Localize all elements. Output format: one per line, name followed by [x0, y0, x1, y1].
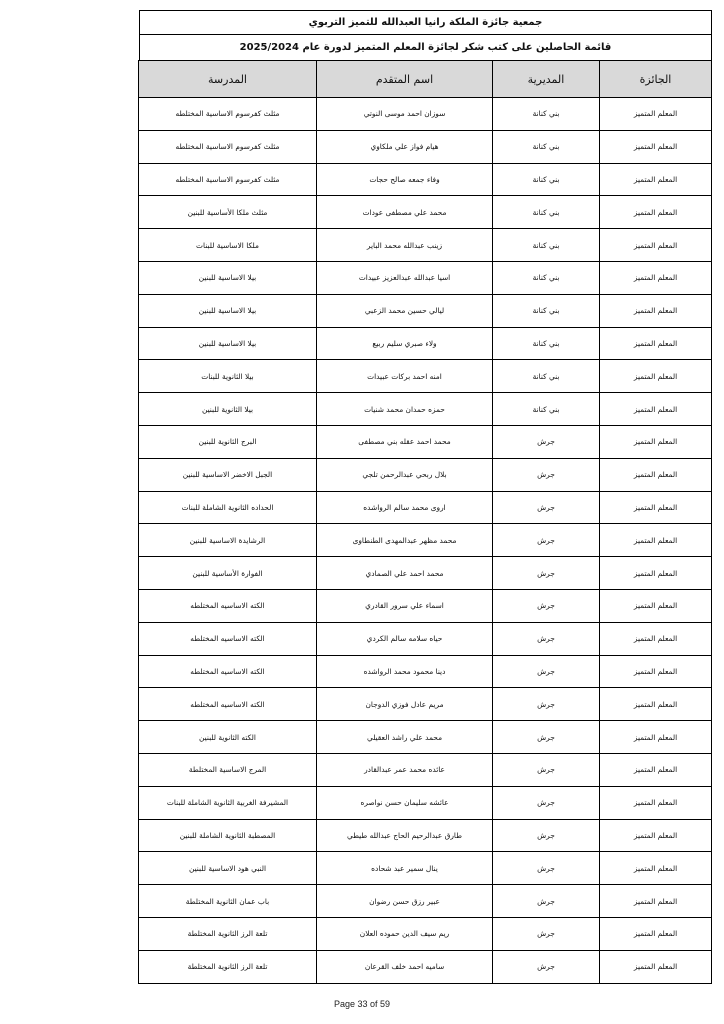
cell-award: المعلم المتميز [600, 655, 712, 688]
cell-applicant: عائده محمد عمر عبدالقادر [317, 753, 493, 786]
table-row [139, 688, 712, 721]
cell-school: الكته الاساسيه المختلطه [139, 622, 317, 655]
cell-school: الكته الثانوية للبنين [139, 721, 317, 754]
table-row [139, 393, 712, 426]
cell-school: مثلث كفرسوم الاساسية المختلطه [139, 98, 317, 131]
cell-applicant: حياه سلامه سالم الكردي [317, 622, 493, 655]
cell-applicant: طارق عبدالرحيم الحاج عبدالله طيطي [317, 819, 493, 852]
document-sheet [139, 10, 712, 984]
cell-school: بيلا الاساسية للبنين [139, 327, 317, 360]
table-body [139, 98, 712, 984]
cell-school: المصطبة الثانوية الشاملة للبنين [139, 819, 317, 852]
cell-school: تلعة الرز الثانوية المختلطة [139, 917, 317, 950]
cell-award: المعلم المتميز [600, 98, 712, 131]
cell-award: المعلم المتميز [600, 294, 712, 327]
cell-award: المعلم المتميز [600, 819, 712, 852]
cell-directorate: جرش [493, 950, 600, 983]
cell-school: الكته الاساسيه المختلطه [139, 655, 317, 688]
cell-directorate: بني كنانة [493, 229, 600, 262]
table-row [139, 229, 712, 262]
table-row [139, 98, 712, 131]
table-row [139, 294, 712, 327]
table-row [139, 753, 712, 786]
cell-school: مثلث كفرسوم الاساسية المختلطه [139, 163, 317, 196]
organization-title: جمعية جائزة الملكة رانيا العبدالله للتميز التربوي [139, 10, 712, 34]
cell-directorate: بني كنانة [493, 261, 600, 294]
cell-applicant: محمد احمد علي الصمادي [317, 557, 493, 590]
table-row [139, 360, 712, 393]
cell-applicant: اسيا عبدالله عبدالعزيز عبيدات [317, 261, 493, 294]
table-row [139, 491, 712, 524]
cell-directorate: جرش [493, 688, 600, 721]
table-row [139, 819, 712, 852]
cell-applicant: عائشه سليمان حسن نواصره [317, 786, 493, 819]
cell-award: المعلم المتميز [600, 557, 712, 590]
cell-award: المعلم المتميز [600, 852, 712, 885]
cell-directorate: جرش [493, 458, 600, 491]
cell-applicant: وفاء جمعه صالح حجات [317, 163, 493, 196]
cell-directorate: جرش [493, 917, 600, 950]
cell-award: المعلم المتميز [600, 917, 712, 950]
table-row [139, 622, 712, 655]
table-row [139, 786, 712, 819]
cell-school: الفوارة الأساسية للبنين [139, 557, 317, 590]
column-header-applicant: اسم المتقدم [317, 61, 493, 98]
cell-directorate: بني كنانة [493, 196, 600, 229]
table-row [139, 196, 712, 229]
cell-award: المعلم المتميز [600, 458, 712, 491]
table-row [139, 950, 712, 983]
cell-applicant: محمد مظهر عبدالمهدى الطنطاوى [317, 524, 493, 557]
cell-directorate: جرش [493, 622, 600, 655]
cell-award: المعلم المتميز [600, 163, 712, 196]
table-row [139, 261, 712, 294]
table-row [139, 852, 712, 885]
cell-applicant: حمزه حمدان محمد شنيات [317, 393, 493, 426]
cell-directorate: جرش [493, 819, 600, 852]
column-header-award: الجائزة [600, 61, 712, 98]
cell-applicant: بلال ربحي عبدالرحمن تلجي [317, 458, 493, 491]
cell-directorate: بني كنانة [493, 130, 600, 163]
cell-directorate: جرش [493, 721, 600, 754]
cell-applicant: امنه احمد بركات عبيدات [317, 360, 493, 393]
cell-award: المعلم المتميز [600, 524, 712, 557]
cell-directorate: بني كنانة [493, 294, 600, 327]
cell-school: الكته الاساسيه المختلطه [139, 688, 317, 721]
cell-applicant: اسماء علي سرور القادري [317, 589, 493, 622]
cell-applicant: اروى محمد سالم الرواشده [317, 491, 493, 524]
cell-award: المعلم المتميز [600, 327, 712, 360]
cell-directorate: جرش [493, 557, 600, 590]
cell-award: المعلم المتميز [600, 360, 712, 393]
cell-school: المرج الاساسية المختلطة [139, 753, 317, 786]
cell-school: باب عمان الثانوية المختلطة [139, 885, 317, 918]
table-row [139, 589, 712, 622]
recipients-table [138, 60, 712, 984]
cell-applicant: ولاء صبري سليم ربيع [317, 327, 493, 360]
table-header-row [139, 61, 712, 98]
table-row [139, 425, 712, 458]
cell-school: بيلا الثانوية للبنات [139, 360, 317, 393]
cell-school: بيلا الاساسية للبنين [139, 294, 317, 327]
cell-award: المعلم المتميز [600, 786, 712, 819]
cell-school: الجبل الاخضر الاساسية للبنين [139, 458, 317, 491]
cell-school: تلعة الرز الثانوية المختلطة [139, 950, 317, 983]
table-row [139, 163, 712, 196]
cell-applicant: محمد علي مصطفى عودات [317, 196, 493, 229]
table-row [139, 885, 712, 918]
cell-award: المعلم المتميز [600, 589, 712, 622]
cell-award: المعلم المتميز [600, 261, 712, 294]
table-row [139, 917, 712, 950]
cell-applicant: محمد احمد عقله بني مصطفى [317, 425, 493, 458]
cell-school: المشيرفة الغربية الثانوية الشاملة للبنات [139, 786, 317, 819]
column-header-school: المدرسة [139, 61, 317, 98]
table-row [139, 524, 712, 557]
cell-award: المعلم المتميز [600, 622, 712, 655]
cell-award: المعلم المتميز [600, 229, 712, 262]
cell-directorate: بني كنانة [493, 163, 600, 196]
cell-directorate: جرش [493, 655, 600, 688]
cell-applicant: دينا محمود محمد الرواشده [317, 655, 493, 688]
list-title: قائمة الحاصلين على كتب شكر لجائزة المعلم المتميز لدورة عام 2025/2024 [139, 34, 712, 60]
cell-applicant: هيام فواز علي ملكاوي [317, 130, 493, 163]
cell-award: المعلم المتميز [600, 196, 712, 229]
cell-directorate: بني كنانة [493, 393, 600, 426]
table-row [139, 130, 712, 163]
cell-award: المعلم المتميز [600, 688, 712, 721]
cell-award: المعلم المتميز [600, 950, 712, 983]
table-row [139, 721, 712, 754]
table-row [139, 557, 712, 590]
cell-directorate: جرش [493, 885, 600, 918]
cell-school: الرشايدة الاساسية للبنين [139, 524, 317, 557]
table-row [139, 327, 712, 360]
cell-directorate: جرش [493, 852, 600, 885]
cell-school: بيلا الثانوية للبنين [139, 393, 317, 426]
cell-school: ملكا الاساسية للبنات [139, 229, 317, 262]
cell-directorate: جرش [493, 786, 600, 819]
cell-applicant: سوزان احمد موسى النوتي [317, 98, 493, 131]
cell-applicant: عبير رزق حسن رضوان [317, 885, 493, 918]
cell-applicant: ساميه احمد خلف القرعان [317, 950, 493, 983]
cell-award: المعلم المتميز [600, 130, 712, 163]
cell-award: المعلم المتميز [600, 393, 712, 426]
cell-award: المعلم المتميز [600, 425, 712, 458]
cell-award: المعلم المتميز [600, 885, 712, 918]
cell-school: بيلا الاساسية للبنين [139, 261, 317, 294]
cell-school: البرج الثانوية للبنين [139, 425, 317, 458]
cell-applicant: ليالي حسين محمد الزعبي [317, 294, 493, 327]
cell-directorate: بني كنانة [493, 360, 600, 393]
cell-directorate: بني كنانة [493, 98, 600, 131]
column-header-directorate: المديرية [493, 61, 600, 98]
cell-directorate: جرش [493, 753, 600, 786]
cell-school: الكته الاساسيه المختلطه [139, 589, 317, 622]
cell-school: الحداده الثانوية الشاملة للبنات [139, 491, 317, 524]
cell-award: المعلم المتميز [600, 721, 712, 754]
page-number: Page 33 of 59 [333, 999, 391, 1009]
cell-directorate: جرش [493, 589, 600, 622]
cell-applicant: مريم عادل فوزي الدوجان [317, 688, 493, 721]
cell-directorate: جرش [493, 491, 600, 524]
table-row [139, 655, 712, 688]
table-row [139, 458, 712, 491]
cell-applicant: زينب عبدالله محمد الباير [317, 229, 493, 262]
cell-directorate: جرش [493, 425, 600, 458]
cell-award: المعلم المتميز [600, 491, 712, 524]
cell-school: النبي هود الاساسية للبنين [139, 852, 317, 885]
cell-applicant: ريم سيف الدين حموده العلان [317, 917, 493, 950]
cell-award: المعلم المتميز [600, 753, 712, 786]
cell-applicant: محمد علي راشد العقيلي [317, 721, 493, 754]
cell-applicant: ينال سمير عبد شحاده [317, 852, 493, 885]
cell-school: مثلث ملكا الأساسية للبنين [139, 196, 317, 229]
cell-school: مثلث كفرسوم الاساسية المختلطه [139, 130, 317, 163]
cell-directorate: بني كنانة [493, 327, 600, 360]
cell-directorate: جرش [493, 524, 600, 557]
